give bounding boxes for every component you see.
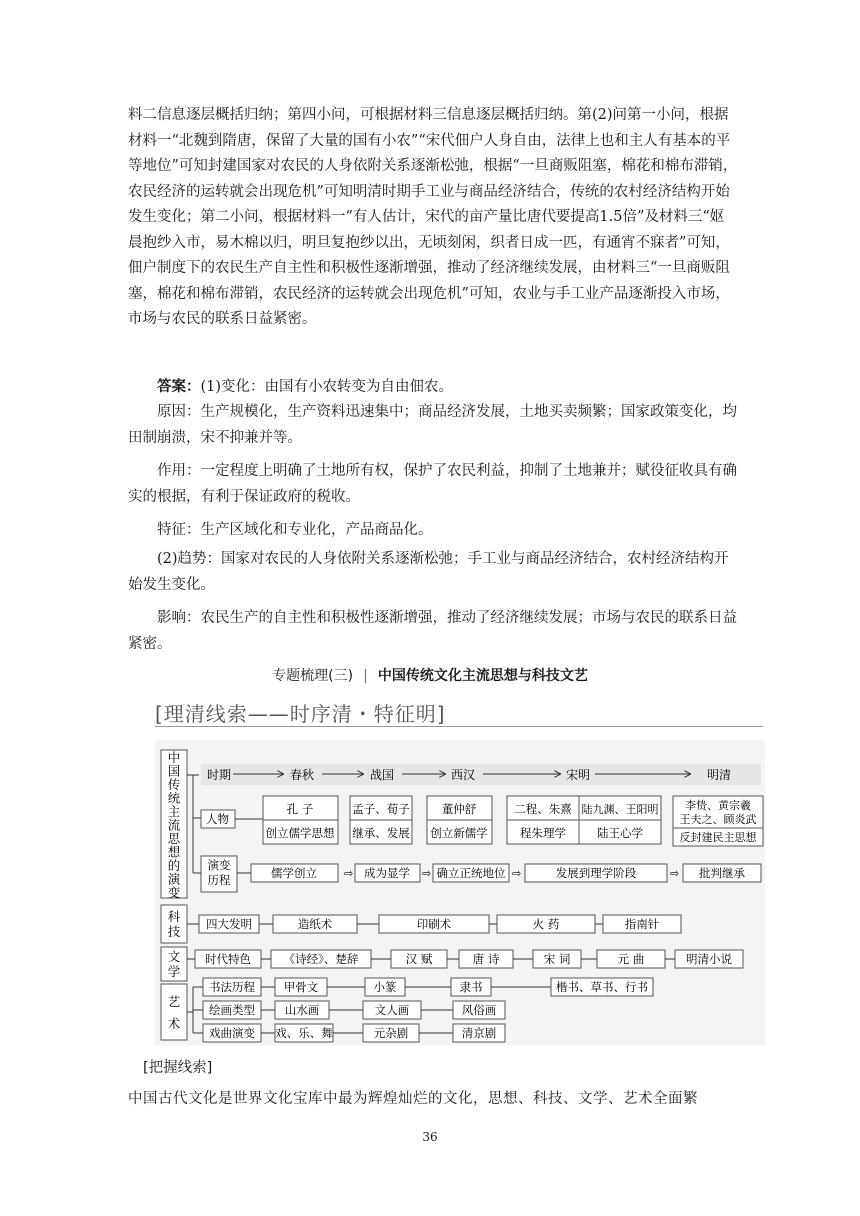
tech-item: 造纸术 — [297, 917, 333, 931]
label-char: 科 — [167, 909, 181, 924]
tech-title: 四大发明 — [206, 917, 252, 931]
answer-item-5: (2)趋势：国家对农民的人身依附关系逐渐松弛；手工业与商品经济结合，农村经济结构开始发生变化。 — [128, 551, 729, 593]
lit-label — [168, 949, 181, 979]
label-char: 流 — [167, 817, 181, 833]
art-item: 楷书、草书、行书 — [556, 980, 648, 994]
person-name: 孔 子 — [286, 802, 314, 816]
arrow-glyph: ⇨ — [344, 867, 354, 880]
clue-banner: [理清线索——时序清・特征明] — [155, 702, 446, 726]
arrow-glyph: ⇨ — [512, 867, 522, 880]
banner-divider — [155, 726, 763, 727]
person-name: 陆九渊、王阳明 — [581, 803, 659, 816]
people-cell-confucius — [263, 796, 338, 844]
answer-item-6: 影响：农民生产的自主性和积极性逐渐增强，推动了经济继续发展；市场与农民的联系日益紧密。 — [128, 610, 737, 652]
label-line: 历程 — [207, 873, 231, 887]
art-item: 隶书 — [459, 980, 483, 994]
label-char: 想 — [167, 844, 181, 860]
person-desc: 陆王心学 — [597, 826, 643, 840]
art-item: 戏、乐、舞 — [275, 1026, 333, 1040]
people-cell-dong — [427, 796, 492, 844]
analysis-paragraph: 料二信息逐层概括归纳；第四小问，可根据材料三信息逐层概括归纳。第(2)问第一小问，根据材料一“北魏到隋唐，保留了大量的国有小农”“宋代佃户人身自由，法律上也和主人有基本的平等地位”可知封建国家对农民的人身依附关系逐渐松弛，根据“一旦商贩阻塞，棉花和棉布滞销，农民经济的运转就会出现危机”可知明清时期手工业与商品经济结合，传统的农村经济结构开始发生变化；第二小问，根据材料一“有人估计，宋代的亩产量比唐代要提高1.5倍”及材料三“妪晨抱纱入市，易木棉以归，明旦复抱纱以出，无顷刻闲，织者日成一匹，有通宵不寐者”可知，佃户制度下的农民生产自主性和积极性逐渐增强，推动了经济继续发展，由材料三“一旦商贩阻塞，棉花和棉布滞销，农民经济的运转就会出现危机”可知，农业与手工业产品逐渐投入市场，市场与农民的联系日益紧密。 — [128, 107, 738, 327]
arrow-glyph: ⇨ — [422, 867, 432, 880]
art-item: 山水画 — [284, 1003, 320, 1017]
answer-item-3: 作用：一定程度上明确了土地所有权，保护了农民利益，抑制了土地兼并；赋役征收具有确实的根据，有利于保证政府的税收。 — [128, 463, 737, 505]
lit-item: 元 曲 — [617, 952, 645, 966]
label-char: 的 — [167, 858, 181, 873]
page-number: 36 — [422, 1130, 438, 1144]
label-char: 统 — [167, 790, 181, 806]
people-label: 人物 — [206, 812, 229, 826]
period-item: 明清 — [707, 768, 732, 782]
art-item: 元杂剧 — [373, 1026, 409, 1040]
label-char: 主 — [167, 804, 181, 819]
label-char: 变 — [167, 885, 181, 900]
people-cell-zhuxi — [507, 796, 579, 844]
label-char: 艺 — [167, 994, 181, 1009]
person-desc: 继承、发展 — [352, 826, 410, 840]
answer-item-4: 特征：生产区域化和专业化，产品商品化。 — [157, 522, 433, 538]
evolution-row — [251, 864, 761, 882]
answer-line-1 — [128, 374, 738, 401]
answer-item-1: (1)变化：由国有小农转变为自由佃农。 — [200, 379, 454, 395]
art-item: 甲骨文 — [283, 980, 319, 994]
people-cell-mencius — [350, 796, 412, 844]
label-char: 中 — [167, 750, 181, 765]
label-char: 学 — [167, 964, 181, 979]
lit-item: 宋 词 — [543, 952, 571, 966]
label-char: 术 — [167, 1016, 181, 1031]
answer-item-2: 原因：生产规模化，生产资料迅速集中；商品经济发展，土地买卖频繁；国家政策变化，均田制崩溃，宋不抑兼并等。 — [128, 404, 737, 446]
tech-label — [168, 909, 181, 939]
lit-item: 明清小说 — [686, 952, 732, 966]
lit-title: 时代特色 — [205, 952, 251, 966]
person-desc: 创立新儒学 — [430, 826, 488, 840]
label-char: 技 — [167, 924, 181, 939]
art-item: 清京剧 — [461, 1026, 497, 1040]
people-cell-wangyangming — [579, 796, 661, 844]
section-title-right: 中国传统文化主流思想与科技文艺 — [377, 668, 588, 684]
people-cell-lizhi — [673, 796, 763, 846]
tech-item: 指南针 — [624, 917, 660, 931]
section-title-separator: | — [363, 668, 368, 684]
lit-item: 《诗经》、楚辞 — [283, 952, 359, 966]
label-char: 思 — [167, 831, 181, 846]
art-title: 戏曲演变 — [209, 1026, 255, 1040]
section-title-left: 专题梳理(三) — [272, 668, 354, 684]
person-desc: 创立儒学思想 — [265, 826, 335, 840]
person-name-line: 王夫之、顾炎武 — [679, 813, 757, 826]
art-item: 风俗画 — [461, 1003, 497, 1017]
lit-item: 唐 诗 — [472, 952, 500, 966]
art-title: 绘画类型 — [209, 1003, 255, 1017]
culture-timeline-diagram — [155, 740, 765, 1045]
evolution-item: 确立正统地位 — [436, 866, 506, 880]
period-item: 春秋 — [290, 768, 315, 782]
section-title — [0, 665, 860, 685]
period-item: 西汉 — [451, 768, 476, 782]
grasp-heading: [把握线索] — [143, 1060, 213, 1076]
art-item: 文人画 — [374, 1003, 410, 1017]
period-item: 宋明 — [566, 768, 591, 782]
label-char: 国 — [167, 763, 181, 779]
arrow-glyph: ⇨ — [670, 867, 680, 880]
label-char: 文 — [167, 949, 181, 964]
person-desc: 程朱理学 — [520, 826, 566, 840]
label-char: 演 — [167, 871, 181, 887]
tech-item: 印刷术 — [416, 917, 452, 931]
lit-item: 汉 赋 — [405, 952, 433, 966]
person-name: 孟子、荀子 — [352, 802, 410, 816]
evolution-item: 发展到理学阶段 — [555, 866, 637, 880]
answer-label: 答案： — [157, 378, 201, 395]
final-paragraph-line: 中国古代文化是世界文化宝库中最为辉煌灿烂的文化，思想、科技、文学、艺术全面繁 — [128, 1091, 698, 1107]
evolution-item: 成为显学 — [364, 866, 410, 880]
label-line: 演变 — [207, 858, 231, 872]
art-item: 小篆 — [373, 980, 397, 994]
person-desc: 反封建民主思想 — [679, 831, 757, 844]
evolution-item: 儒学创立 — [271, 866, 317, 880]
evolution-label — [208, 858, 231, 887]
art-title: 书法历程 — [209, 980, 255, 994]
period-label: 时期 — [207, 768, 232, 782]
tech-item: 火 药 — [532, 917, 560, 931]
thought-label — [168, 750, 182, 900]
evolution-item: 批判继承 — [699, 866, 745, 880]
label-char: 传 — [167, 777, 181, 792]
person-name: 二程、朱熹 — [514, 802, 572, 816]
person-name: 董仲舒 — [441, 802, 477, 816]
person-name-line: 李贽、黄宗羲 — [685, 799, 751, 812]
period-item: 战国 — [370, 768, 395, 782]
